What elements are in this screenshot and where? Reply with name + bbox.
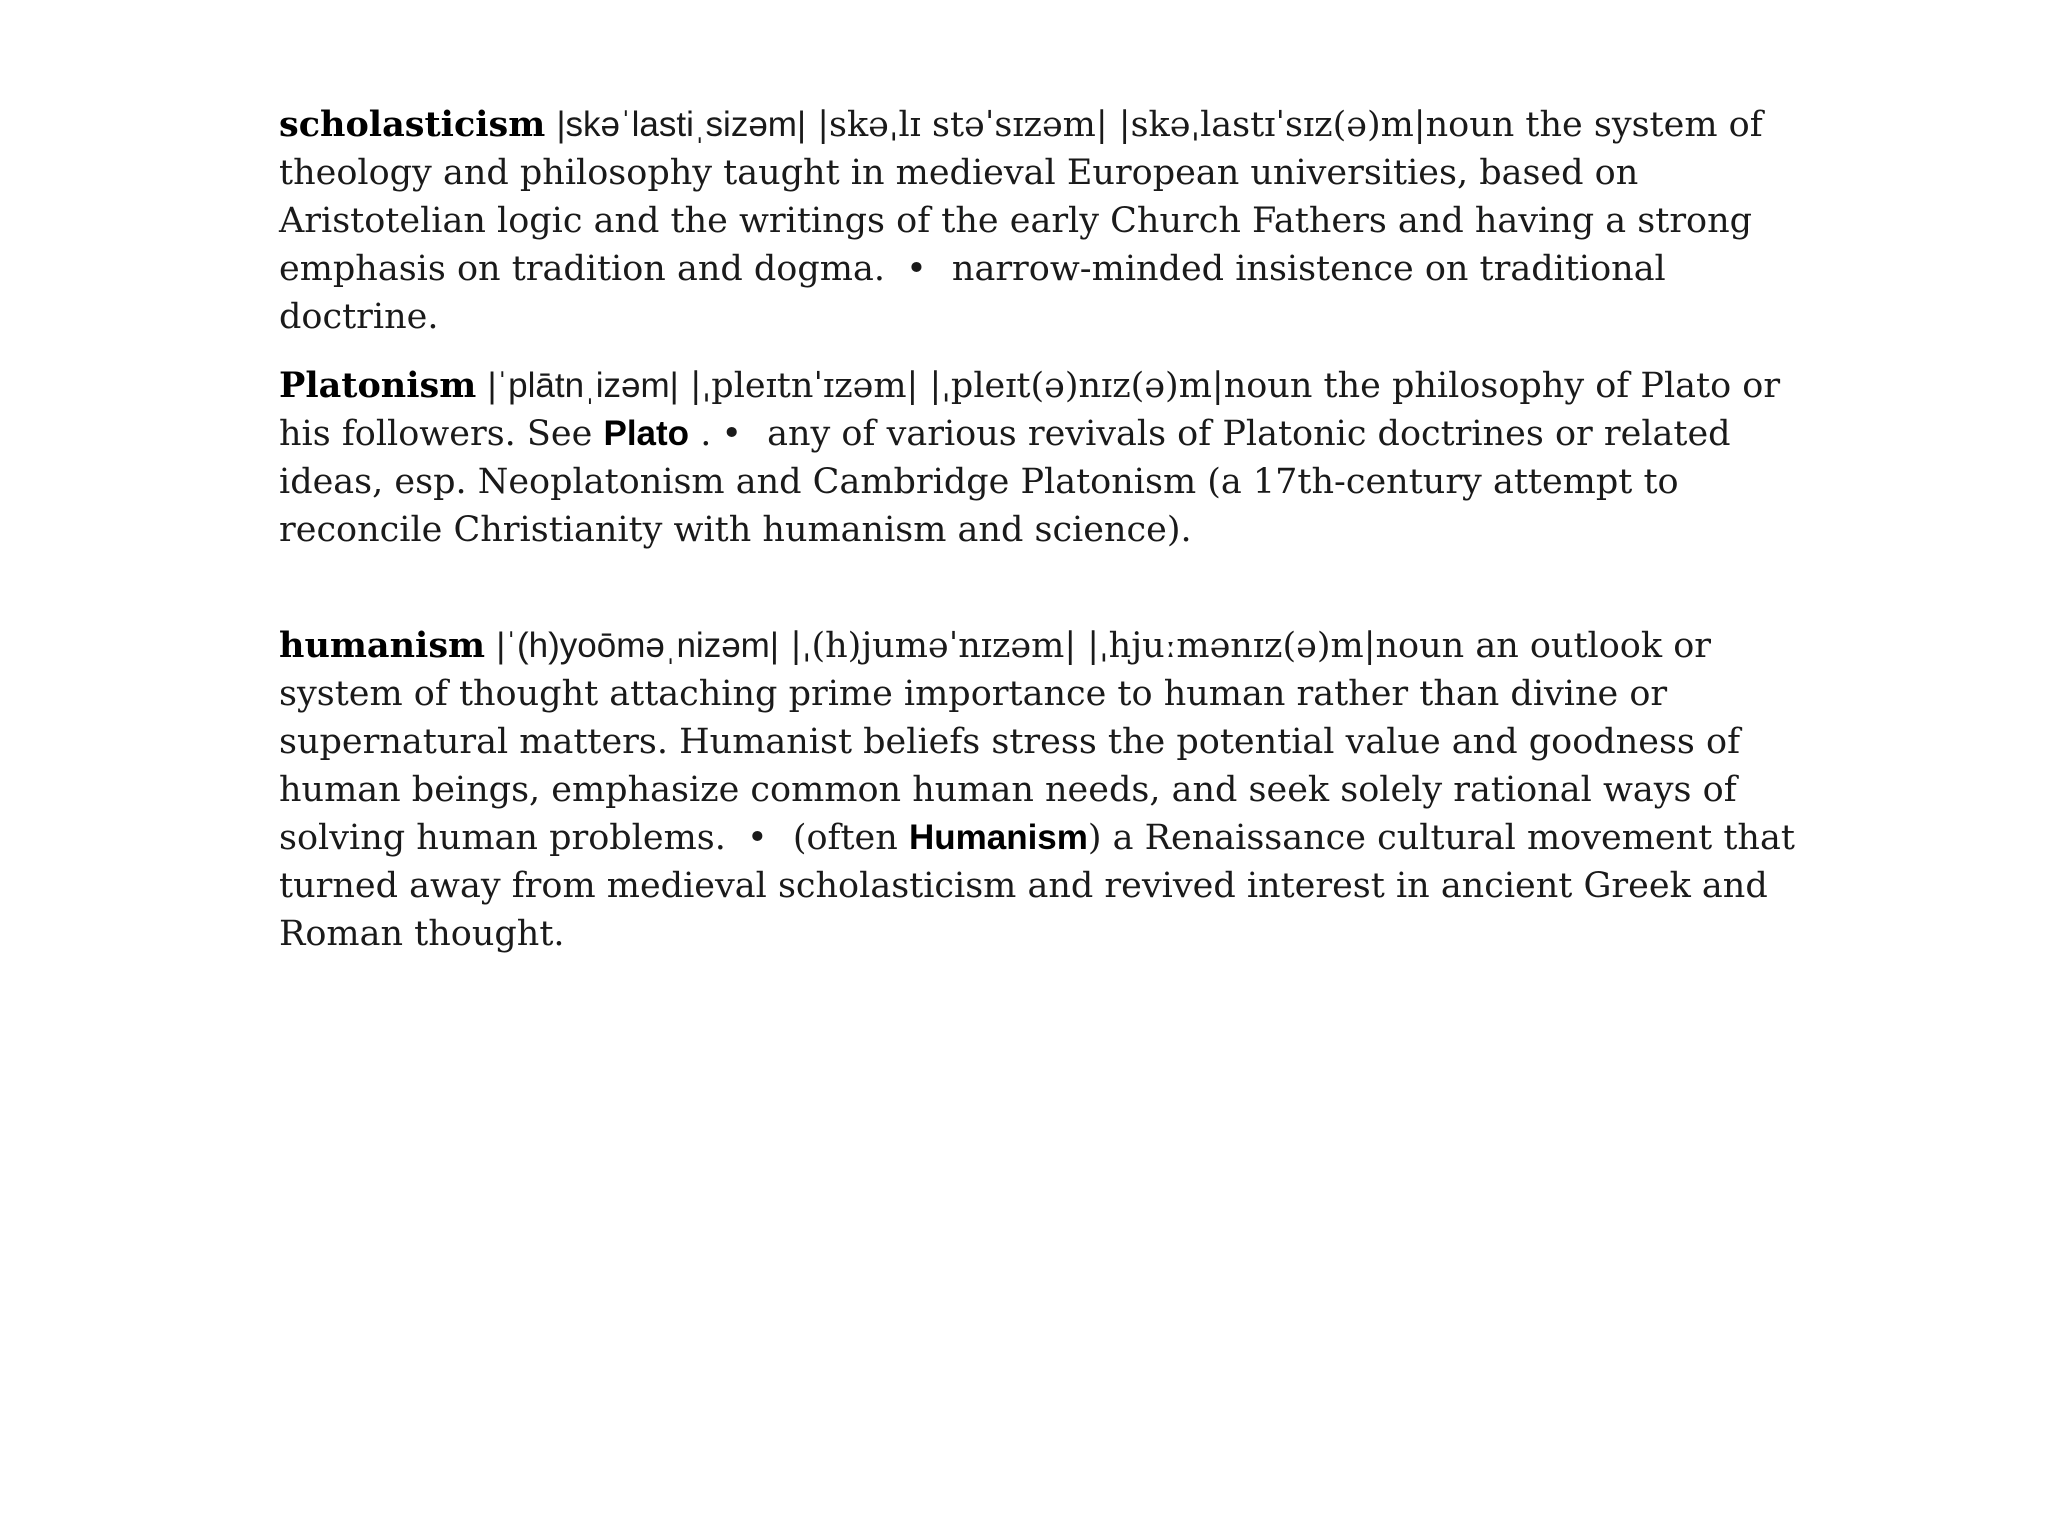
xref-link-plato[interactable]: Plato bbox=[603, 414, 690, 453]
sense-2: any of various revivals of Platonic doctrines or related ideas, esp. Neoplatonism and Cambridge Platonism (a 17th-century attempt to reconcile Christianity with humanism and science). bbox=[279, 414, 1731, 550]
pronunciation-uk: |ˌhjuːmənɪz(ə)m| bbox=[1087, 626, 1376, 666]
definition: noun an outlook or system of thought attaching prime importance to human rather than divine or supernatural matters. Humanist beliefs stress the potential value and goodness of human beings, emphasize common human needs, and seek solely rational ways of solving human problems. bbox=[279, 626, 1741, 858]
headword: scholasticism bbox=[279, 104, 546, 145]
sense-2-start: (often bbox=[792, 818, 898, 858]
sense-2: ) a Renaissance cultural movement that turned away from medieval scholasticism and revived interest in ancient Greek and Roman thought. bbox=[279, 818, 1795, 954]
pronunciation-uk: |ˌpleɪt(ə)nɪz(ə)m| bbox=[929, 366, 1224, 406]
sense-bullet: • bbox=[747, 818, 768, 858]
sense-bullet: • bbox=[906, 249, 927, 289]
entry-platonism bbox=[279, 362, 1809, 554]
sense-bullet: • bbox=[721, 414, 742, 454]
pronunciation: |ˈ(h)yoōməˌnizəm| bbox=[496, 626, 779, 665]
headword: humanism bbox=[279, 625, 486, 666]
xref-link-humanism[interactable]: Humanism bbox=[908, 818, 1088, 857]
pronunciation: |ˈplātnˌizəm| bbox=[487, 366, 679, 405]
headword: Platonism bbox=[279, 365, 477, 406]
pronunciation-uk: |skəˌlastɪˈsɪz(ə)m| bbox=[1118, 105, 1426, 145]
sense-2: narrow-minded insistence on traditional doctrine. bbox=[279, 249, 1666, 337]
definition-end: . bbox=[700, 414, 712, 454]
pronunciation: |skəˈlastiˌsizəm| bbox=[556, 105, 807, 144]
definition: noun the system of theology and philosophy taught in medieval European universities, based on Aristotelian logic and the writings of the early Church Fathers and having a strong emphasis on tradition and dogma. bbox=[279, 105, 1763, 289]
pronunciation-us: |skəˌlɪ stəˈsɪzəm| bbox=[817, 105, 1108, 145]
pronunciation-us: |ˌ(h)juməˈnɪzəm| bbox=[790, 626, 1077, 666]
definition: noun the philosophy of Plato or his followers. See bbox=[279, 366, 1781, 454]
entry-humanism bbox=[279, 622, 1809, 958]
pronunciation-us: |ˌpleɪtnˈɪzəm| bbox=[689, 366, 919, 406]
entry-scholasticism bbox=[279, 101, 1809, 341]
